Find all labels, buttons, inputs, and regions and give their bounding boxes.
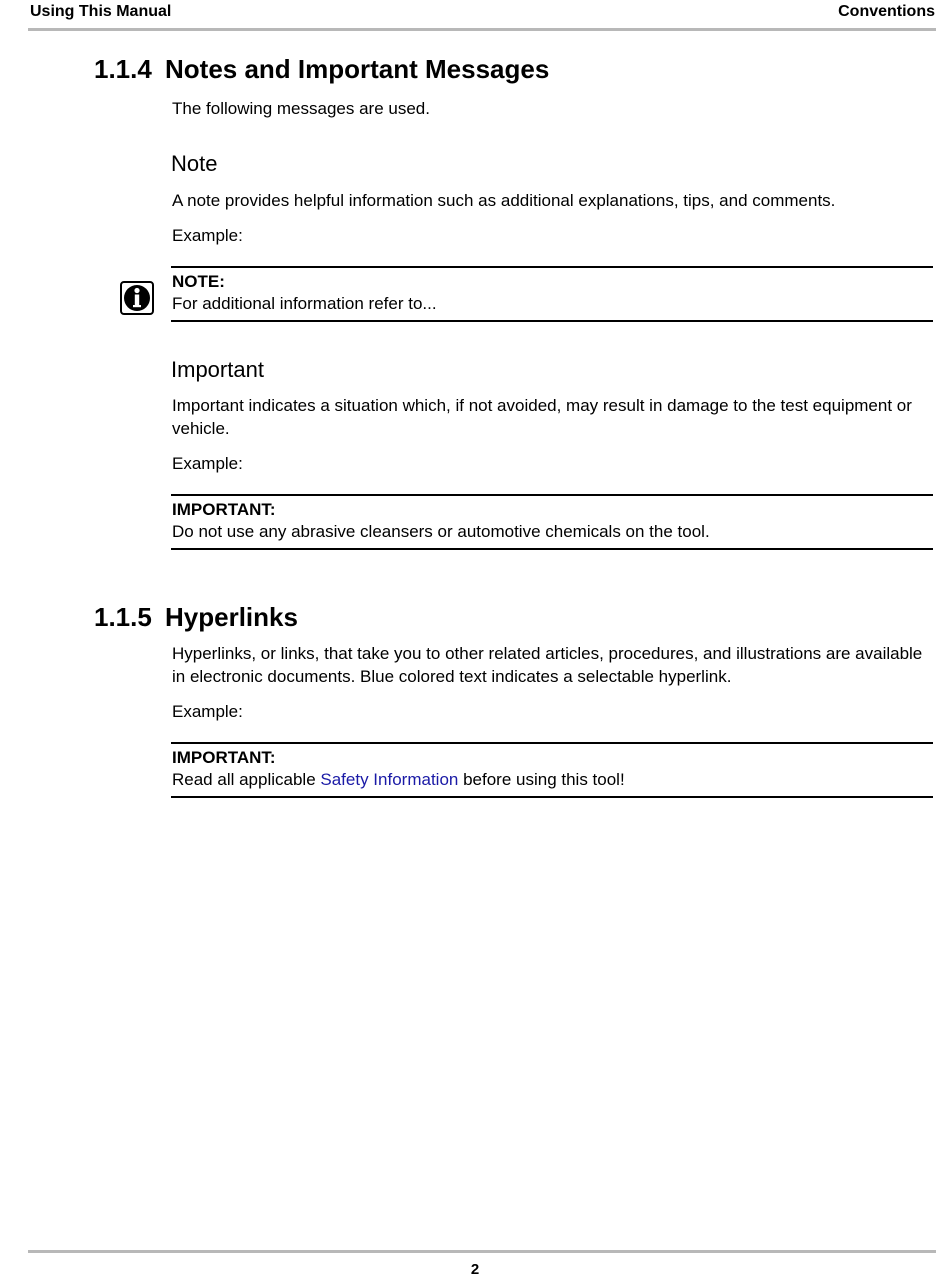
important-box-label: IMPORTANT:: [172, 500, 276, 519]
header-manual-title: Using This Manual: [30, 3, 172, 20]
note-box-text: For additional information refer to...: [172, 294, 437, 313]
safety-information-link[interactable]: Safety Information: [320, 770, 459, 789]
box-text-after-link: before using this tool!: [458, 770, 625, 789]
note-box-label: NOTE:: [172, 272, 225, 291]
note-description: A note provides helpful information such as additional explanations, tips, and comments.: [172, 191, 836, 210]
hyperlinks-example-label: Example:: [172, 702, 243, 721]
header-chapter-title: Conventions: [838, 3, 935, 20]
hyperlinks-box-label: IMPORTANT:: [172, 748, 276, 767]
section-heading-notes: [94, 54, 549, 85]
important-message-box: [171, 494, 933, 550]
section-title: Notes and Important Messages: [165, 54, 550, 84]
hyperlinks-description: Hyperlinks, or links, that take you to other related articles, procedures, and illustrations are available in electronic documents. Blue colored text indicates a selectable hyperlink.: [172, 644, 923, 686]
important-description: Important indicates a situation which, if not avoided, may result in damage to the test equipment or vehicle.: [172, 396, 912, 438]
section-heading-hyperlinks: [94, 602, 298, 633]
info-icon: [120, 281, 154, 315]
section-title: Hyperlinks: [165, 602, 298, 632]
note-message-box: [171, 266, 933, 322]
page-header: [28, 0, 936, 31]
note-example-label: Example:: [172, 226, 243, 245]
hyperlinks-box-text: [172, 769, 933, 791]
section-number: 1.1.4: [94, 54, 152, 84]
section-number: 1.1.5: [94, 602, 152, 632]
page-number: 2: [470, 1261, 480, 1278]
box-text-before-link: Read all applicable: [172, 770, 321, 789]
page-footer-rule: [28, 1250, 936, 1253]
important-example-label: Example:: [172, 454, 243, 473]
note-heading: Note: [171, 151, 218, 176]
hyperlinks-message-box: [171, 742, 933, 798]
important-heading: Important: [171, 357, 264, 382]
section-intro: The following messages are used.: [172, 99, 430, 118]
important-box-text: Do not use any abrasive cleansers or automotive chemicals on the tool.: [172, 522, 710, 541]
